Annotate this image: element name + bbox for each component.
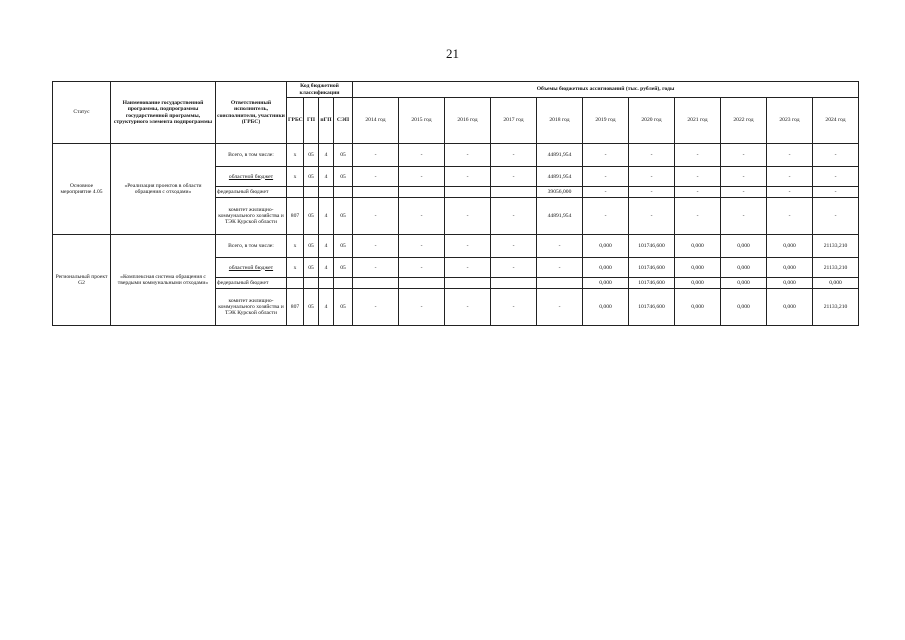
header-year: 2024 год: [813, 98, 859, 144]
row-status: Региональный проект G2: [53, 234, 111, 325]
row-amount-cell: -: [583, 187, 629, 198]
row-amount-cell: 0,000: [813, 278, 859, 289]
header-code-group: Код бюджетной классификации: [287, 82, 353, 98]
row-code-cell: [287, 187, 304, 198]
row-program-name: «Комплексная система обращения с твердыми коммунальными отходами»: [111, 234, 216, 325]
row-code-cell: 4: [319, 144, 334, 167]
row-amount-cell: -: [813, 167, 859, 187]
header-year: 2018 год: [537, 98, 583, 144]
row-code-cell: [334, 278, 353, 289]
row-amount-cell: -: [675, 167, 721, 187]
row-code-cell: 4: [319, 198, 334, 235]
row-amount-cell: -: [721, 167, 767, 187]
row-amount-cell: -: [537, 258, 583, 278]
row-amount-cell: -: [399, 258, 445, 278]
row-amount-cell: 0,000: [675, 258, 721, 278]
row-amount-cell: -: [767, 198, 813, 235]
row-executor-label: областной бюджет: [216, 258, 287, 278]
row-code-cell: 4: [319, 234, 334, 257]
row-amount-cell: -: [813, 144, 859, 167]
row-amount-cell: 0,000: [767, 289, 813, 326]
row-amount-cell: 0,000: [767, 278, 813, 289]
header-year: 2020 год: [629, 98, 675, 144]
row-code-cell: 4: [319, 289, 334, 326]
row-amount-cell: [353, 278, 399, 289]
row-amount-cell: -: [813, 187, 859, 198]
row-amount-cell: -: [629, 198, 675, 235]
header-amounts-group: Объемы бюджетных ассигнований (тыс. рублей), годы: [353, 82, 859, 98]
row-amount-cell: -: [399, 167, 445, 187]
row-code-cell: [287, 278, 304, 289]
row-amount-cell: 0,000: [767, 234, 813, 257]
row-amount-cell: 0,000: [721, 278, 767, 289]
row-amount-cell: -: [491, 258, 537, 278]
row-executor-label: федеральный бюджет: [216, 278, 287, 289]
budget-table: [52, 81, 859, 326]
row-code-cell: х: [287, 167, 304, 187]
row-amount-cell: -: [491, 167, 537, 187]
row-amount-cell: 21133,210: [813, 234, 859, 257]
row-code-cell: 05: [304, 258, 319, 278]
row-amount-cell: 44891,954: [537, 198, 583, 235]
row-amount-cell: -: [353, 144, 399, 167]
row-amount-cell: [491, 187, 537, 198]
header-year: 2022 год: [721, 98, 767, 144]
row-amount-cell: 101746,600: [629, 278, 675, 289]
header-code: СЭП: [334, 98, 353, 144]
row-code-cell: 05: [304, 234, 319, 257]
header-year: 2023 год: [767, 98, 813, 144]
row-amount-cell: [353, 187, 399, 198]
row-amount-cell: 0,000: [583, 278, 629, 289]
row-code-cell: 05: [304, 198, 319, 235]
row-amount-cell: -: [353, 258, 399, 278]
row-amount-cell: 21133,210: [813, 258, 859, 278]
row-amount-cell: [537, 278, 583, 289]
row-amount-cell: -: [445, 144, 491, 167]
row-amount-cell: -: [491, 144, 537, 167]
row-amount-cell: 0,000: [721, 258, 767, 278]
row-amount-cell: -: [675, 198, 721, 235]
row-amount-cell: 101746,600: [629, 289, 675, 326]
header-code: ГП: [304, 98, 319, 144]
row-amount-cell: 0,000: [583, 234, 629, 257]
row-amount-cell: -: [767, 167, 813, 187]
page-number: 21: [446, 46, 459, 61]
row-amount-cell: -: [445, 198, 491, 235]
table-row: [53, 144, 859, 167]
row-code-cell: [304, 187, 319, 198]
header-year: 2019 год: [583, 98, 629, 144]
row-amount-cell: -: [583, 198, 629, 235]
row-amount-cell: -: [629, 144, 675, 167]
row-amount-cell: -: [721, 144, 767, 167]
row-code-cell: х: [287, 234, 304, 257]
row-executor-label: комитет жилищно-коммунального хозяйства и ТЭК Курской области: [216, 198, 287, 235]
row-amount-cell: [491, 278, 537, 289]
row-amount-cell: -: [491, 234, 537, 257]
row-amount-cell: 101746,600: [629, 234, 675, 257]
row-amount-cell: 0,000: [675, 278, 721, 289]
row-amount-cell: -: [721, 187, 767, 198]
row-program-name: «Реализация проектов в области обращения с отходами»: [111, 144, 216, 235]
row-code-cell: 05: [334, 234, 353, 257]
row-amount-cell: [399, 278, 445, 289]
row-amount-cell: 44891,954: [537, 167, 583, 187]
row-executor-label: областной бюджет: [216, 167, 287, 187]
row-amount-cell: 0,000: [767, 258, 813, 278]
header-code: пГП: [319, 98, 334, 144]
row-code-cell: 807: [287, 198, 304, 235]
row-code-cell: [334, 187, 353, 198]
header-year: 2015 год: [399, 98, 445, 144]
row-amount-cell: -: [353, 167, 399, 187]
row-amount-cell: -: [675, 187, 721, 198]
row-code-cell: 807: [287, 289, 304, 326]
row-amount-cell: -: [721, 198, 767, 235]
row-amount-cell: -: [445, 167, 491, 187]
header-executor: Ответственный исполнитель, соисполнители, участники (ГРБС): [216, 82, 287, 144]
row-code-cell: 05: [304, 167, 319, 187]
row-executor-label: комитет жилищно-коммунального хозяйства и ТЭК Курской области: [216, 289, 287, 326]
row-amount-cell: -: [399, 234, 445, 257]
row-executor-label: Всего, в том числе:: [216, 234, 287, 257]
row-amount-cell: [445, 278, 491, 289]
row-amount-cell: -: [813, 198, 859, 235]
row-code-cell: 05: [304, 289, 319, 326]
row-amount-cell: -: [353, 234, 399, 257]
row-amount-cell: 101746,600: [629, 258, 675, 278]
header-status: Статус: [53, 82, 111, 144]
row-amount-cell: -: [399, 198, 445, 235]
row-amount-cell: -: [629, 167, 675, 187]
row-code-cell: 05: [334, 167, 353, 187]
row-amount-cell: -: [399, 144, 445, 167]
row-amount-cell: -: [353, 289, 399, 326]
row-amount-cell: -: [445, 258, 491, 278]
row-amount-cell: -: [537, 289, 583, 326]
row-amount-cell: -: [491, 198, 537, 235]
row-code-cell: 05: [334, 258, 353, 278]
row-code-cell: 05: [304, 144, 319, 167]
row-executor-label: Всего, в том числе:: [216, 144, 287, 167]
row-code-cell: [319, 187, 334, 198]
row-code-cell: 4: [319, 167, 334, 187]
row-code-cell: [319, 278, 334, 289]
row-amount-cell: -: [491, 289, 537, 326]
row-amount-cell: 0,000: [675, 234, 721, 257]
row-amount-cell: -: [583, 167, 629, 187]
row-amount-cell: -: [445, 289, 491, 326]
row-code-cell: 05: [334, 144, 353, 167]
row-amount-cell: -: [353, 198, 399, 235]
header-code: ГРБС: [287, 98, 304, 144]
row-amount-cell: -: [537, 234, 583, 257]
row-code-cell: х: [287, 144, 304, 167]
row-status: Основное мероприятие 4.05: [53, 144, 111, 235]
row-amount-cell: [399, 187, 445, 198]
row-code-cell: 05: [334, 289, 353, 326]
row-code-cell: 05: [334, 198, 353, 235]
header-year: 2017 год: [491, 98, 537, 144]
row-amount-cell: 21133,210: [813, 289, 859, 326]
header-year: 2014 год: [353, 98, 399, 144]
header-year: 2021 год: [675, 98, 721, 144]
row-amount-cell: -: [445, 234, 491, 257]
row-executor-label: федеральный бюджет: [216, 187, 287, 198]
row-amount-cell: 0,000: [721, 289, 767, 326]
row-code-cell: х: [287, 258, 304, 278]
row-amount-cell: -: [767, 187, 813, 198]
row-amount-cell: -: [767, 144, 813, 167]
row-amount-cell: -: [675, 144, 721, 167]
row-amount-cell: 39056,000: [537, 187, 583, 198]
table-row: [53, 234, 859, 257]
header-year: 2016 год: [445, 98, 491, 144]
row-amount-cell: 0,000: [721, 234, 767, 257]
row-amount-cell: -: [583, 144, 629, 167]
row-amount-cell: [445, 187, 491, 198]
row-amount-cell: -: [629, 187, 675, 198]
row-amount-cell: 0,000: [583, 289, 629, 326]
row-amount-cell: 0,000: [675, 289, 721, 326]
header-program-name: Наименование государственной программы, подпрограммы государственной программы, структурного элемента подпрограммы: [111, 82, 216, 144]
row-code-cell: [304, 278, 319, 289]
row-amount-cell: 44891,954: [537, 144, 583, 167]
row-amount-cell: 0,000: [583, 258, 629, 278]
row-amount-cell: -: [399, 289, 445, 326]
row-code-cell: 4: [319, 258, 334, 278]
